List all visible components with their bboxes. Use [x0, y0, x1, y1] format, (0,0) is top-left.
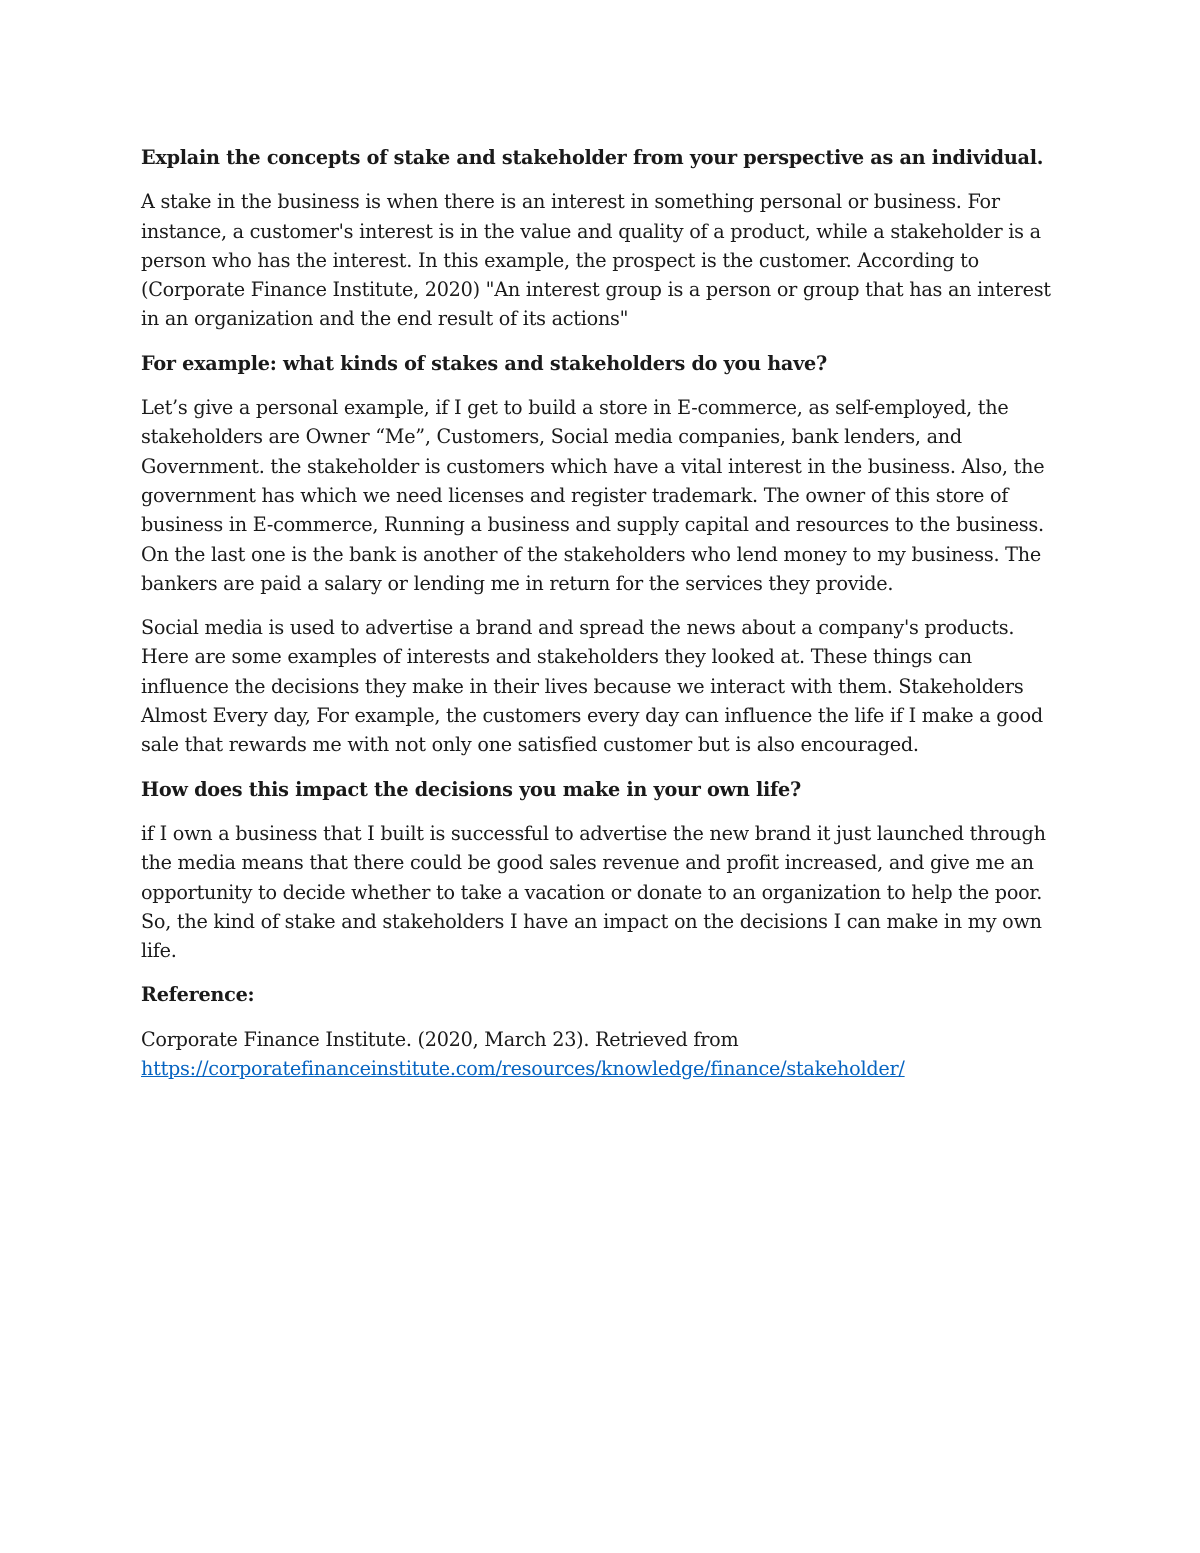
- question-1-answer: A stake in the business is when there is an interest in something personal or business. For instance, a customer's interest is in the value and quality of a product, while a stakeholder is a person who has the interest. In this example, the prospect is the customer. According to (Corporate Finance Institute, 2020) "An interest group is a person or group that has an interest in an organization and the end result of its actions": [141, 190, 1051, 331]
- reference-citation: Corporate Finance Institute. (2020, March 23). Retrieved from: [141, 1027, 739, 1051]
- question-2-answer-paragraph-2: Social media is used to advertise a brand and spread the news about a company's products. Here are some examples of interests and stakeholders they looked at. These things can influence the decisions they make in their lives because we interact with them. Stakeholders Almost Every day, For example, the customers every day can influence the life if I make a good sale that rewards me with not only one satisfied customer but is also encouraged.: [141, 616, 1043, 757]
- question-2-heading: For example: what kinds of stakes and stakeholders do you have?: [141, 351, 827, 375]
- reference-heading: Reference:: [141, 983, 255, 1007]
- question-1-heading: Explain the concepts of stake and stakeholder from your perspective as an individual.: [141, 146, 1044, 169]
- question-3-answer: if I own a business that I built is successful to advertise the new brand it just launched through the media means that there could be good sales revenue and profit increased, and give me an opportunity to decide whether to take a vacation or donate to an organization to help the poor. So, the kind of stake and stakeholders I have an impact on the decisions I can make in my own life.: [141, 821, 1046, 963]
- document-body: [141, 143, 1061, 1098]
- question-2-answer-paragraph-1: Let’s give a personal example, if I get to build a store in E-commerce, as self-employed, the stakeholders are Owner “Me”, Customers, Social media companies, bank lenders, and Government. the stakeholder is customers which have a vital interest in the business. Also, the government has which we need licenses and register trademark. The owner of this store of business in E-commerce, Running a business and supply capital and resources to the business. On the last one is the bank is another of the stakeholders who lend money to my business. The bankers are paid a salary or lending me in return for the services they provide.: [141, 396, 1045, 595]
- reference-entry: [141, 1025, 1061, 1084]
- question-3-heading: How does this impact the decisions you make in your own life?: [141, 777, 801, 801]
- reference-link[interactable]: https://corporatefinanceinstitute.com/resources/knowledge/finance/stakeholder/: [141, 1057, 905, 1081]
